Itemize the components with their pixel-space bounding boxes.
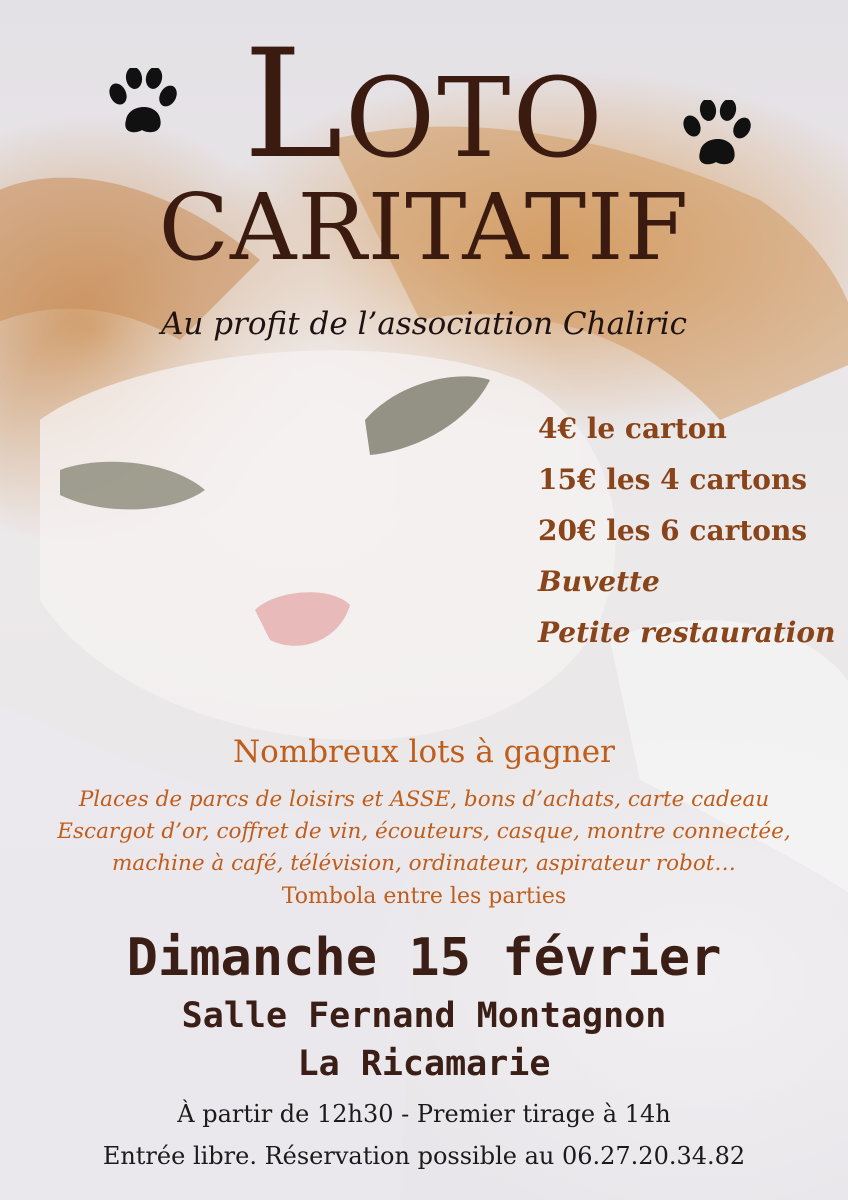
event-schedule: À partir de 12h30 - Premier tirage à 14h xyxy=(177,1100,671,1128)
event-city: La Ricamarie xyxy=(297,1044,551,1084)
lots-line: Places de parcs de loisirs et ASSE, bons d’achats, carte cadeau xyxy=(78,787,770,812)
lots-line: Escargot d’or, coffret de vin, écouteurs, casque, montre connectée, xyxy=(57,819,791,844)
event-venue: Salle Fernand Montagnon xyxy=(181,996,667,1036)
price-item: Buvette xyxy=(538,565,660,598)
subtitle: Au profit de l’association Chaliric xyxy=(160,306,687,342)
price-item: 20€ les 6 cartons xyxy=(538,514,808,547)
price-item: Petite restauration xyxy=(538,616,836,649)
lots-list xyxy=(0,784,848,880)
price-list xyxy=(538,407,835,662)
price-item: 4€ le carton xyxy=(538,412,727,445)
reservation-info: Entrée libre. Réservation possible au 06.27.20.34.82 xyxy=(102,1142,746,1170)
lots-line: machine à café, télévision, ordinateur, aspirateur robot… xyxy=(112,851,736,876)
title-loto: LOTO xyxy=(243,18,605,192)
price-item: 15€ les 4 cartons xyxy=(538,463,808,496)
tombola-text: Tombola entre les parties xyxy=(281,884,567,909)
event-date: Dimanche 15 février xyxy=(126,928,722,988)
lots-title: Nombreux lots à gagner xyxy=(233,734,615,770)
title-caritatif: CARITATIF xyxy=(158,174,690,281)
